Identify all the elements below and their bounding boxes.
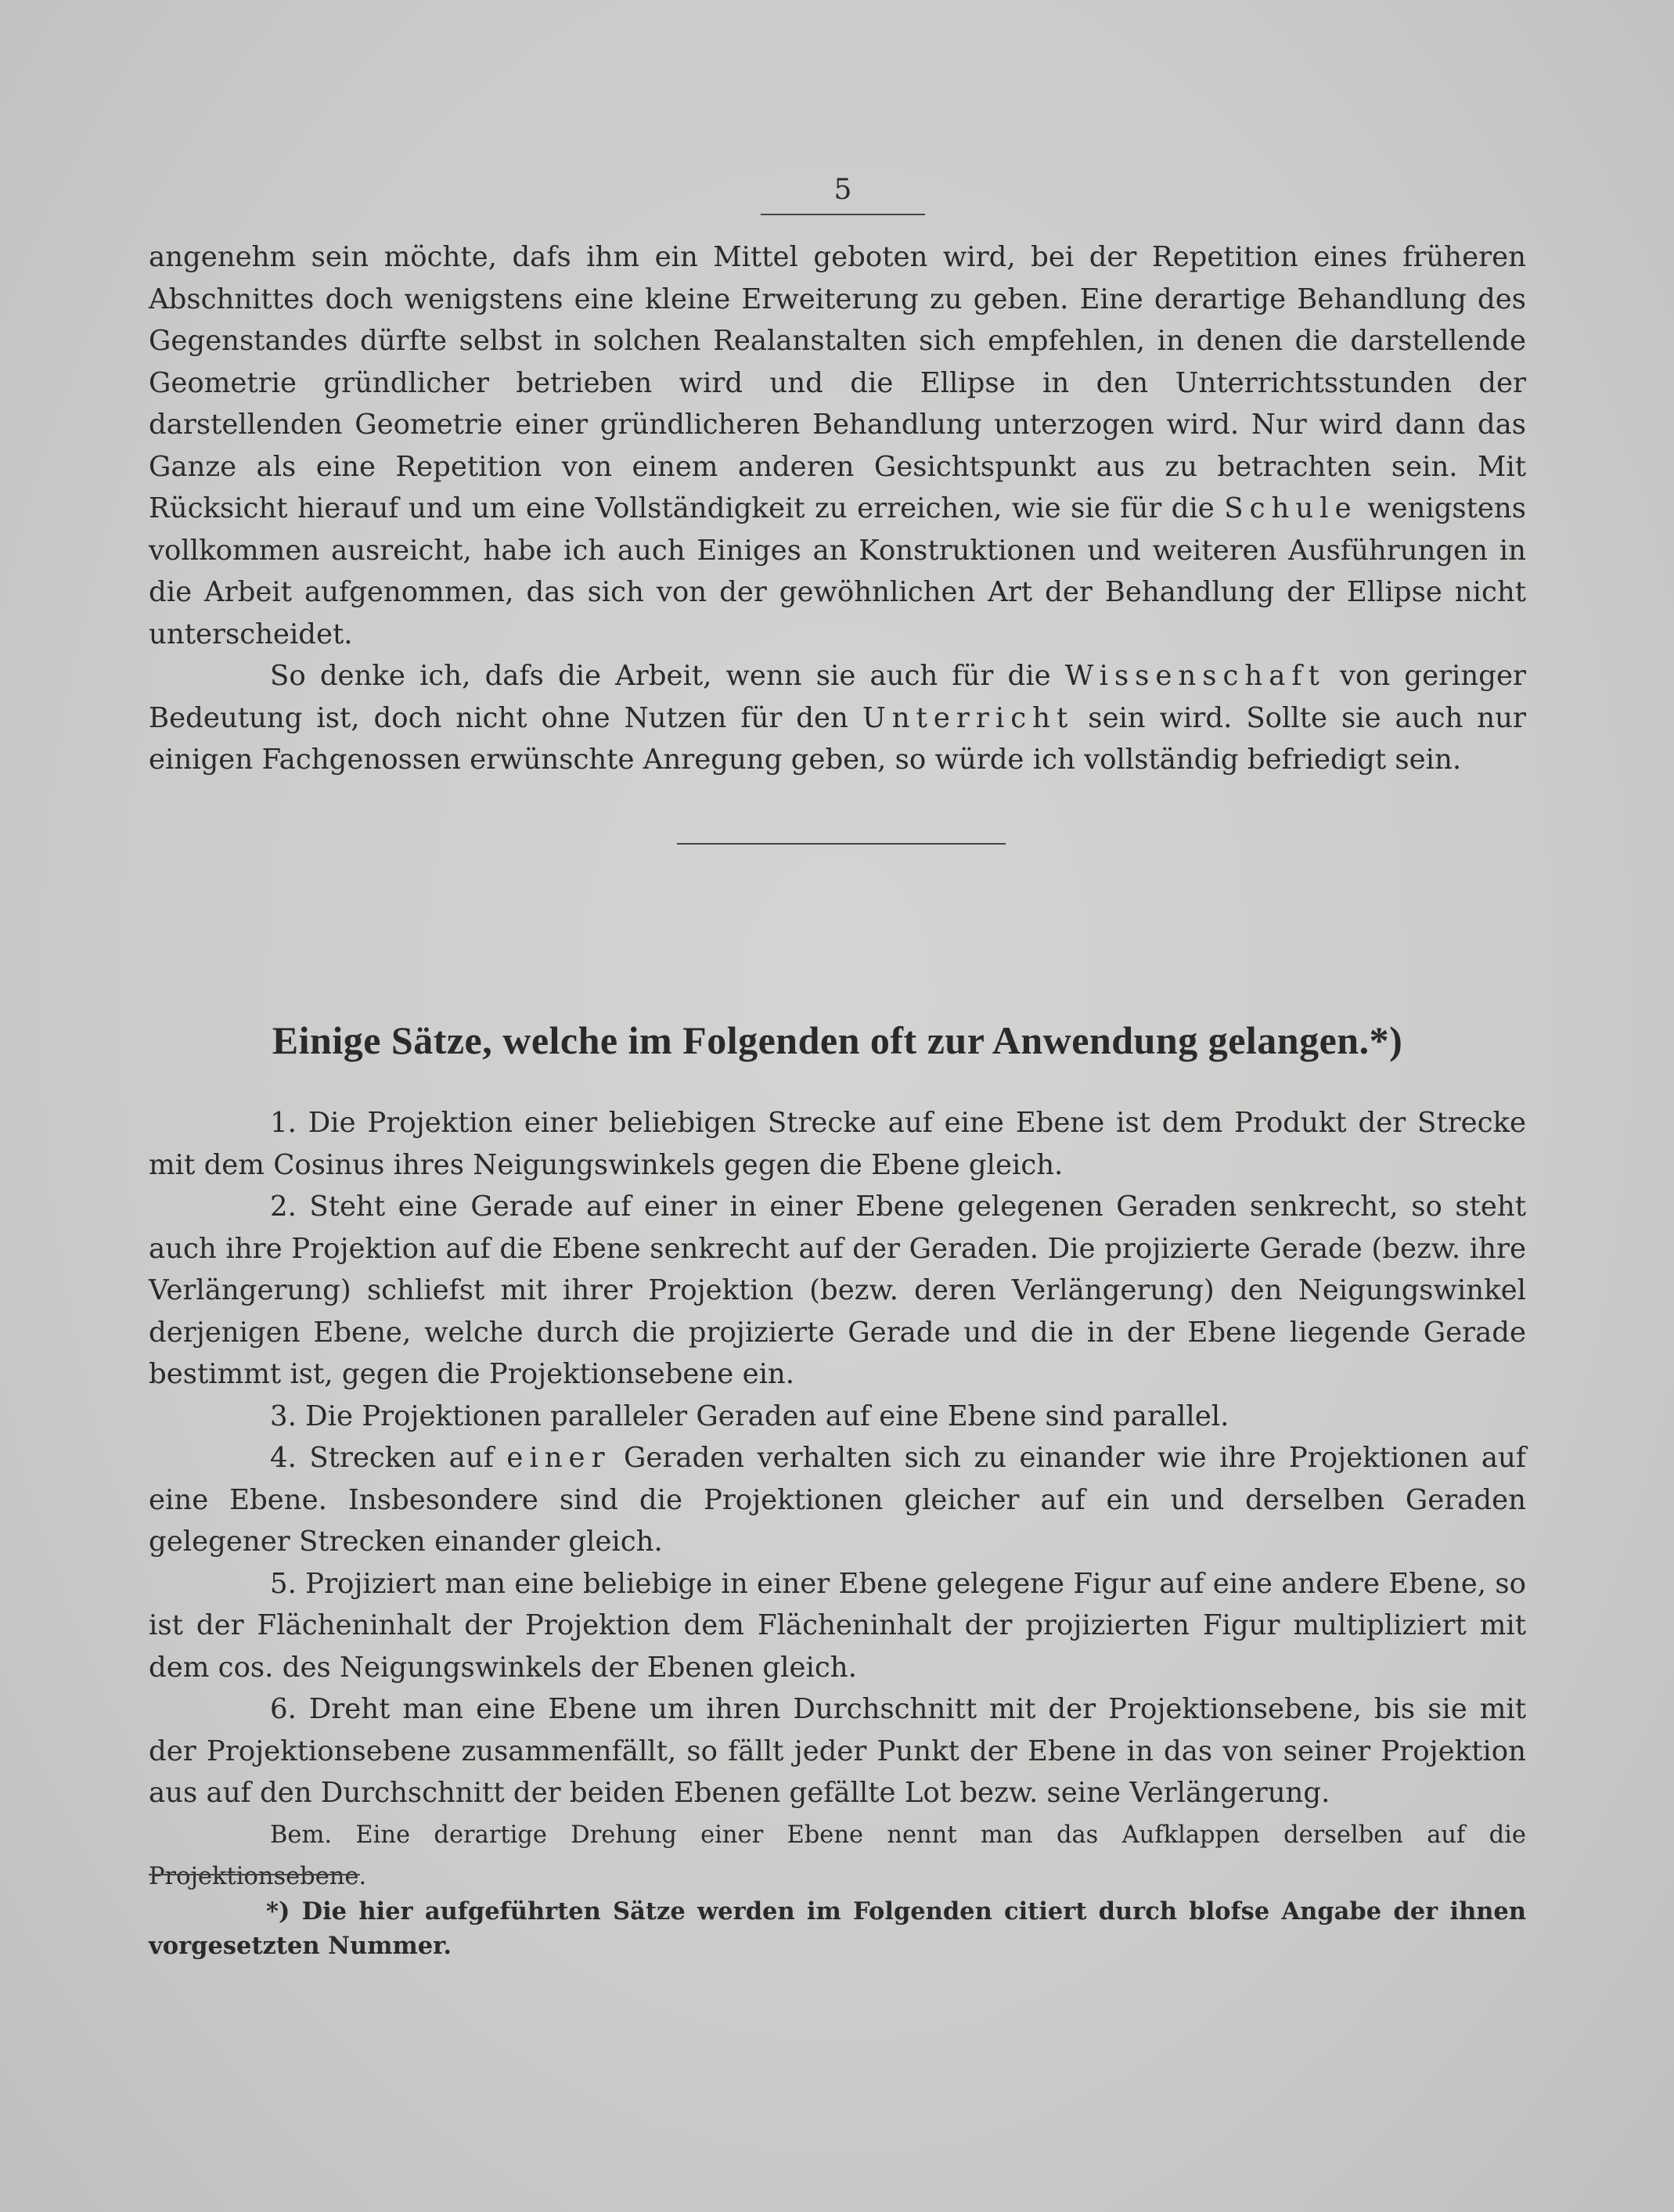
theorem-4 [149,1437,1526,1563]
theorem-6: 6. Dreht man eine Ebene um ihren Durchschnitt mit der Projektionsebene, bis sie mit der Projektionsebene zusammenfällt, so fällt jeder Punkt der Ebene in das von seiner Projektion aus auf den Durchschnitt der beiden Ebenen gefällte Lot bezw. seine Verlängerung. [149,1693,1526,1809]
remark: Bem. Eine derartige Drehung einer Ebene nennt man das Aufklappen derselben auf die Projektionsebene. [149,1821,1526,1890]
intro-emphasis-schule: Schule [1224,492,1358,524]
theorem-2: 2. Steht eine Gerade auf einer in einer Ebene gelegenen Geraden senkrecht, so steht auch ihre Projektion auf die Ebene senkrecht auf der Geraden. Die projizierte Gerade (bezw. ihre Verlängerung) schliefst mit ihrer Projektion (bezw. deren Verlängerung) den Neigungswinkel derjenigen Ebene, welche durch die projizierte Gerade und die in der Ebene liegende Gerade bestimmt ist, gegen die Projektionsebene ein. [149,1191,1526,1390]
closing-text-1: So denke ich, dafs die Arbeit, wenn sie auch für die [270,660,1065,692]
closing-text-2: von geringer Bedeutung ist, doch nicht ohne Nutzen für den [149,660,1526,734]
theorem-1: 1. Die Projektion einer beliebigen Strecke auf eine Ebene ist dem Produkt der Strecke mit dem Cosinus ihres Neigungswinkels gegen die Ebene gleich. [149,1107,1526,1181]
closing-paragraph [149,655,1526,781]
section-divider [677,843,1006,845]
closing-emphasis-unterricht: Unterricht [862,701,1075,734]
closing-emphasis-wissenschaft: Wissenschaft [1064,660,1326,692]
theorem-3: 3. Die Projektionen paralleler Geraden auf eine Ebene sind parallel. [270,1400,1229,1432]
theorem-5: 5. Projiziert man eine beliebige in einer Ebene gelegene Figur auf eine andere Ebene, so ist der Flächeninhalt der Projektion dem Flächeninhalt der projizierten Figur multipliziert mit dem cos. des Neigungswinkels der Ebenen gleich. [149,1567,1526,1684]
theorems-list [149,1102,1526,1898]
closing-text-3: sein wird. Sollte sie auch nur einigen Fachgenossen erwünschte Anregung geben, so würde ich vollständig befriedigt sein. [149,701,1526,776]
intro-text-1: angenehm sein möchte, dafs ihm ein Mittel geboten wird, bei der Repetition eines früheren Abschnittes doch wenigstens eine kleine Erweiterung zu geben. Eine derartige Behandlung des Gegenstandes dürfte selbst in solchen Realanstalten sich empfehlen, in denen die darstellende Geometrie gründlicher betrieben wird und die Ellipse in den Unterrichtsstunden der darstellenden Geometrie einer gründlicheren Behandlung unterzogen wird. Nur wird dann das Ganze als eine Repetition von einem anderen Gesichtspunkt aus zu betrachten sein. Mit Rücksicht hierauf und um eine Vollständigkeit zu erreichen, wie sie für die [149,241,1526,524]
intro-paragraph [149,236,1526,655]
footnote-divider [149,1874,360,1875]
section-heading: Einige Sätze, welche im Folgenden oft zur Anwendung gelangen.*) [272,1018,1403,1062]
intro-text-2: wenigstens vollkommen ausreicht, habe ich auch Einiges an Konstruktionen und weiteren Ausführungen in die Arbeit aufgenommen, das sich von der gewöhnlichen Art der Behandlung der Ellipse nicht unterscheidet. [149,492,1526,650]
theorem-4-emphasis: einer [506,1442,611,1474]
page-number: 5 [761,174,925,215]
theorem-4-text-2: Geraden verhalten sich zu einander wie ihre Projektionen auf eine Ebene. Insbesondere sind die Projektionen gleicher auf ein und derselben Geraden gelegener Strecken einander gleich. [149,1442,1526,1558]
intro-section [149,236,1526,781]
footnote: *) Die hier aufgeführten Sätze werden im Folgenden citiert durch blofse Angabe der ihnen vorgesetzten Nummer. [149,1897,1526,1960]
theorem-4-text-1: 4. Strecken auf [270,1442,507,1474]
